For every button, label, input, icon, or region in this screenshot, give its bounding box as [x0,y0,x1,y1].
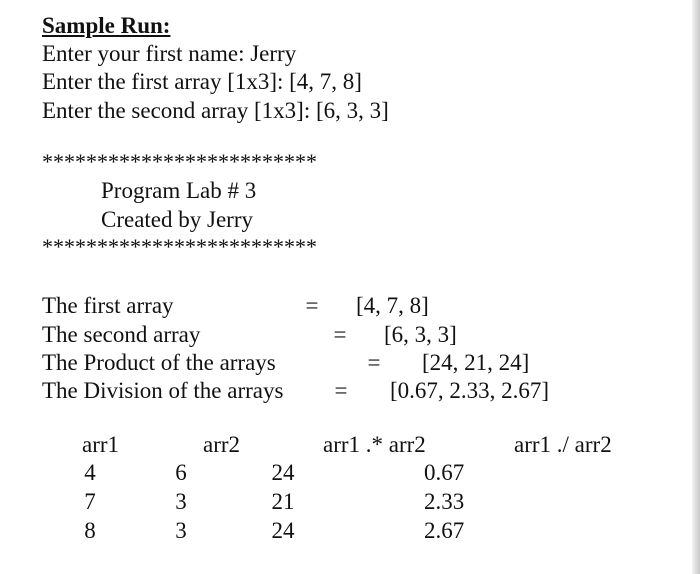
table-cell-arr2: 3 [175,518,187,543]
table-cell-product: 21 [271,489,295,514]
table-cell-arr1: 7 [84,489,96,514]
result-value-product: [24, 21, 24] [422,350,530,375]
result-label-division: The Division of the arrays [42,378,284,403]
table-cell-product: 24 [271,518,295,543]
prompt-first-name: Enter your first name: Jerry [42,41,297,66]
banner-program-title: Program Lab # 3 [101,178,257,203]
sample-run-heading: Sample Run: [42,13,171,38]
table-cell-product: 24 [271,460,295,485]
table-cell-arr1: 8 [84,518,96,543]
result-equals-first: = [305,293,319,318]
result-equals-product: = [367,350,381,375]
result-label-product: The Product of the arrays [42,350,276,375]
table-header-product: arr1 .* arr2 [323,432,426,457]
table-header-arr1: arr1 [82,432,120,457]
result-label-second-array: The second array [42,322,201,347]
table-cell-division: 2.67 [424,518,465,543]
result-equals-second: = [333,322,347,347]
banner-created-by: Created by Jerry [101,207,253,232]
result-label-first-array: The first array [42,293,174,318]
result-equals-division: = [334,378,348,403]
result-value-first-array: [4, 7, 8] [356,293,429,318]
prompt-first-array: Enter the first array [1x3]: [4, 7, 8] [42,69,362,94]
table-cell-arr2: 3 [175,489,187,514]
page-edge-shadow [692,0,700,574]
table-header-arr2: arr2 [203,432,241,457]
banner-stars-bottom: ************************* [42,234,317,259]
table-cell-division: 2.33 [424,489,465,514]
banner-stars-top: ************************* [42,149,317,174]
table-cell-arr1: 4 [84,460,96,485]
result-value-division: [0.67, 2.33, 2.67] [390,378,550,403]
table-header-division: arr1 ./ arr2 [514,432,612,457]
result-value-second-array: [6, 3, 3] [384,322,457,347]
table-cell-division: 0.67 [424,460,465,485]
prompt-second-array: Enter the second array [1x3]: [6, 3, 3] [42,98,389,123]
table-cell-arr2: 6 [175,460,187,485]
